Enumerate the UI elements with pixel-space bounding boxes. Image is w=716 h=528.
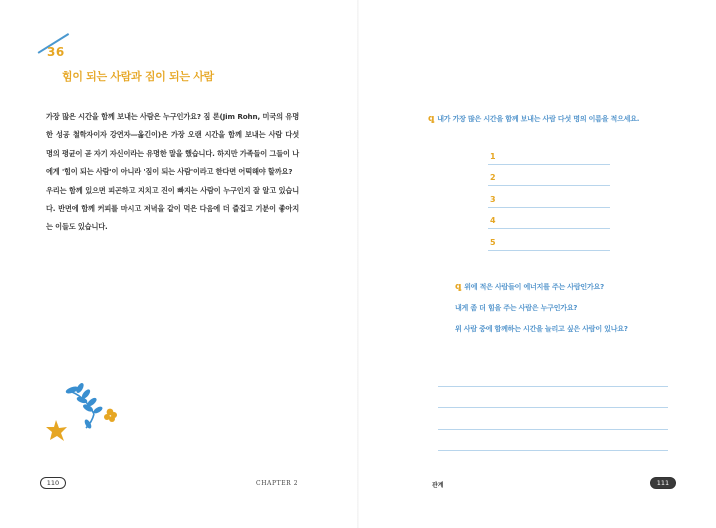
list-number: 3 bbox=[490, 194, 496, 204]
question-2-line-1 bbox=[455, 277, 628, 298]
question-1 bbox=[428, 114, 639, 124]
list-item[interactable] bbox=[488, 186, 610, 208]
leaf-flower-illustration bbox=[42, 376, 124, 444]
question-2-line-1-text: 위에 적은 사람들이 에너지를 주는 사람인가요? bbox=[464, 283, 604, 291]
pencil-mark-icon: ꝗ bbox=[428, 114, 435, 124]
page-number-left: 110 bbox=[40, 477, 66, 489]
paragraph-1: 가장 많은 시간을 함께 보내는 사람은 누구인가요? 짐 론(Jim Rohn, 미국의 유명한 성공 철학자이자 강연자—옮긴이)은 가장 오랜 시간을 함께 보내는 사람 다섯 명의 평균이 곧 자기 자신이라는 유명한 말을 했습니다. 하지만 가족들이 그들이 나에게 '힘이 되는 사람'이 아니라 '짐이 되는 사람'이라고 한다면 어떡해야 할까요? bbox=[46, 112, 299, 177]
answer-lines bbox=[438, 365, 668, 451]
list-number: 1 bbox=[490, 151, 496, 161]
question-2 bbox=[455, 277, 628, 340]
pencil-mark-icon: ꝗ bbox=[455, 282, 462, 292]
name-list bbox=[488, 143, 610, 251]
running-head-left: CHAPTER 2 bbox=[256, 480, 299, 487]
paragraph-2: 우리는 함께 있으면 피곤하고 지치고 진이 빠지는 사람이 누구인지 잘 알고 있습니다. 반면에 함께 커피를 마시고 저녁을 같이 먹은 다음에 더 즐겁고 기분이 좋아지는 이들도 있습니다. bbox=[46, 185, 299, 232]
page-gutter bbox=[357, 0, 359, 528]
question-2-line-3: 위 사람 중에 함께하는 시간을 늘리고 싶은 사람이 있나요? bbox=[455, 325, 628, 333]
chapter-title: 힘이 되는 사람과 짐이 되는 사람 bbox=[62, 70, 214, 83]
list-item[interactable] bbox=[488, 143, 610, 165]
answer-line[interactable] bbox=[438, 365, 668, 387]
answer-line[interactable] bbox=[438, 387, 668, 409]
list-number: 5 bbox=[490, 237, 496, 247]
answer-line[interactable] bbox=[438, 408, 668, 430]
blue-branch-icon bbox=[66, 383, 103, 429]
page-number-right: 111 bbox=[650, 477, 676, 489]
list-item[interactable] bbox=[488, 208, 610, 230]
orange-small-flower-icon bbox=[104, 409, 117, 422]
list-item[interactable] bbox=[488, 229, 610, 251]
chapter-number: 36 bbox=[47, 45, 65, 59]
orange-flower-icon bbox=[46, 420, 67, 441]
list-number: 2 bbox=[490, 173, 496, 182]
question-1-text: 내가 가장 많은 시간을 함께 보내는 사람 다섯 명의 이름을 적으세요. bbox=[437, 115, 640, 123]
answer-line[interactable] bbox=[438, 430, 668, 452]
question-2-line-2: 내게 좀 더 힘을 주는 사람은 누구인가요? bbox=[455, 304, 578, 312]
body-text bbox=[46, 108, 299, 237]
running-head-right: 관계 bbox=[432, 482, 444, 489]
list-number: 4 bbox=[490, 216, 496, 225]
list-item[interactable] bbox=[488, 165, 610, 187]
